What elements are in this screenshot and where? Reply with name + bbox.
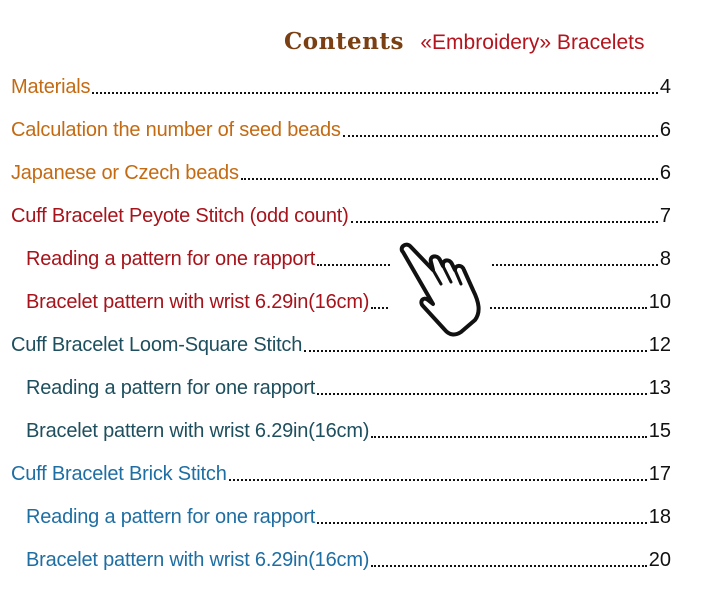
- toc-entry-label: Bracelet pattern with wrist 6.29in(16cm): [26, 291, 370, 313]
- toc-entry-label: Reading a pattern for one rapport: [26, 506, 316, 528]
- toc-entry-label: Materials: [11, 76, 91, 98]
- toc-entry-label: Reading a pattern for one rapport: [26, 248, 316, 270]
- toc-entry-page: 10: [648, 291, 671, 313]
- toc-entry-page: 13: [648, 377, 671, 399]
- toc-leader-dots: [371, 564, 646, 567]
- toc-leader-dots: [229, 478, 647, 481]
- toc-entry-label: Calculation the number of seed beads: [11, 119, 341, 141]
- toc-entry-page: 4: [659, 76, 671, 98]
- toc-entry-page: 7: [659, 205, 671, 227]
- toc-leader-dots: [241, 177, 658, 180]
- toc-entry-page: 17: [648, 463, 671, 485]
- pointing-hand-icon: [395, 240, 495, 340]
- toc-entry-page: 8: [659, 248, 671, 270]
- toc-leader-dots: [343, 134, 658, 137]
- contents-heading: Contents: [284, 28, 404, 55]
- toc-entry[interactable]: [11, 147, 671, 185]
- toc-entry[interactable]: [26, 534, 671, 572]
- toc-entry[interactable]: [11, 190, 671, 228]
- page-title: [284, 28, 644, 55]
- toc-leader-dots: [92, 91, 658, 94]
- toc-entry[interactable]: [26, 233, 671, 271]
- toc-leader-dots: [317, 392, 647, 395]
- toc-leader-dots: [304, 349, 647, 352]
- book-subtitle: «Embroidery» Bracelets: [420, 31, 645, 54]
- toc-entry-page: 15: [648, 420, 671, 442]
- toc-entry[interactable]: [26, 491, 671, 529]
- toc-entry-label: Bracelet pattern with wrist 6.29in(16cm): [26, 549, 370, 571]
- toc-entry-page: 18: [648, 506, 671, 528]
- toc-entry-page: 12: [648, 334, 671, 356]
- toc-entry[interactable]: [11, 61, 671, 99]
- toc-entry-label: Cuff Bracelet Brick Stitch: [11, 463, 227, 485]
- toc-entry-label: Bracelet pattern with wrist 6.29in(16cm): [26, 420, 370, 442]
- toc-leader-dots: [317, 521, 647, 524]
- toc-entry[interactable]: [11, 319, 671, 357]
- toc-entry[interactable]: [11, 104, 671, 142]
- toc-entry[interactable]: [26, 405, 671, 443]
- toc-entry-page: 6: [659, 162, 671, 184]
- toc-entry[interactable]: [26, 276, 671, 314]
- toc-entry-page: 20: [648, 549, 671, 571]
- toc-leader-dots: [371, 435, 646, 438]
- toc-entry[interactable]: [26, 362, 671, 400]
- toc-entry-label: Cuff Bracelet Peyote Stitch (odd count): [11, 205, 349, 227]
- toc-leader-dots: [351, 220, 658, 223]
- toc-entry-page: 6: [659, 119, 671, 141]
- toc-entry-label: Japanese or Czech beads: [11, 162, 239, 184]
- toc-entry-label: Reading a pattern for one rapport: [26, 377, 316, 399]
- toc-entry-label: Cuff Bracelet Loom-Square Stitch: [11, 334, 303, 356]
- toc-entry[interactable]: [11, 448, 671, 486]
